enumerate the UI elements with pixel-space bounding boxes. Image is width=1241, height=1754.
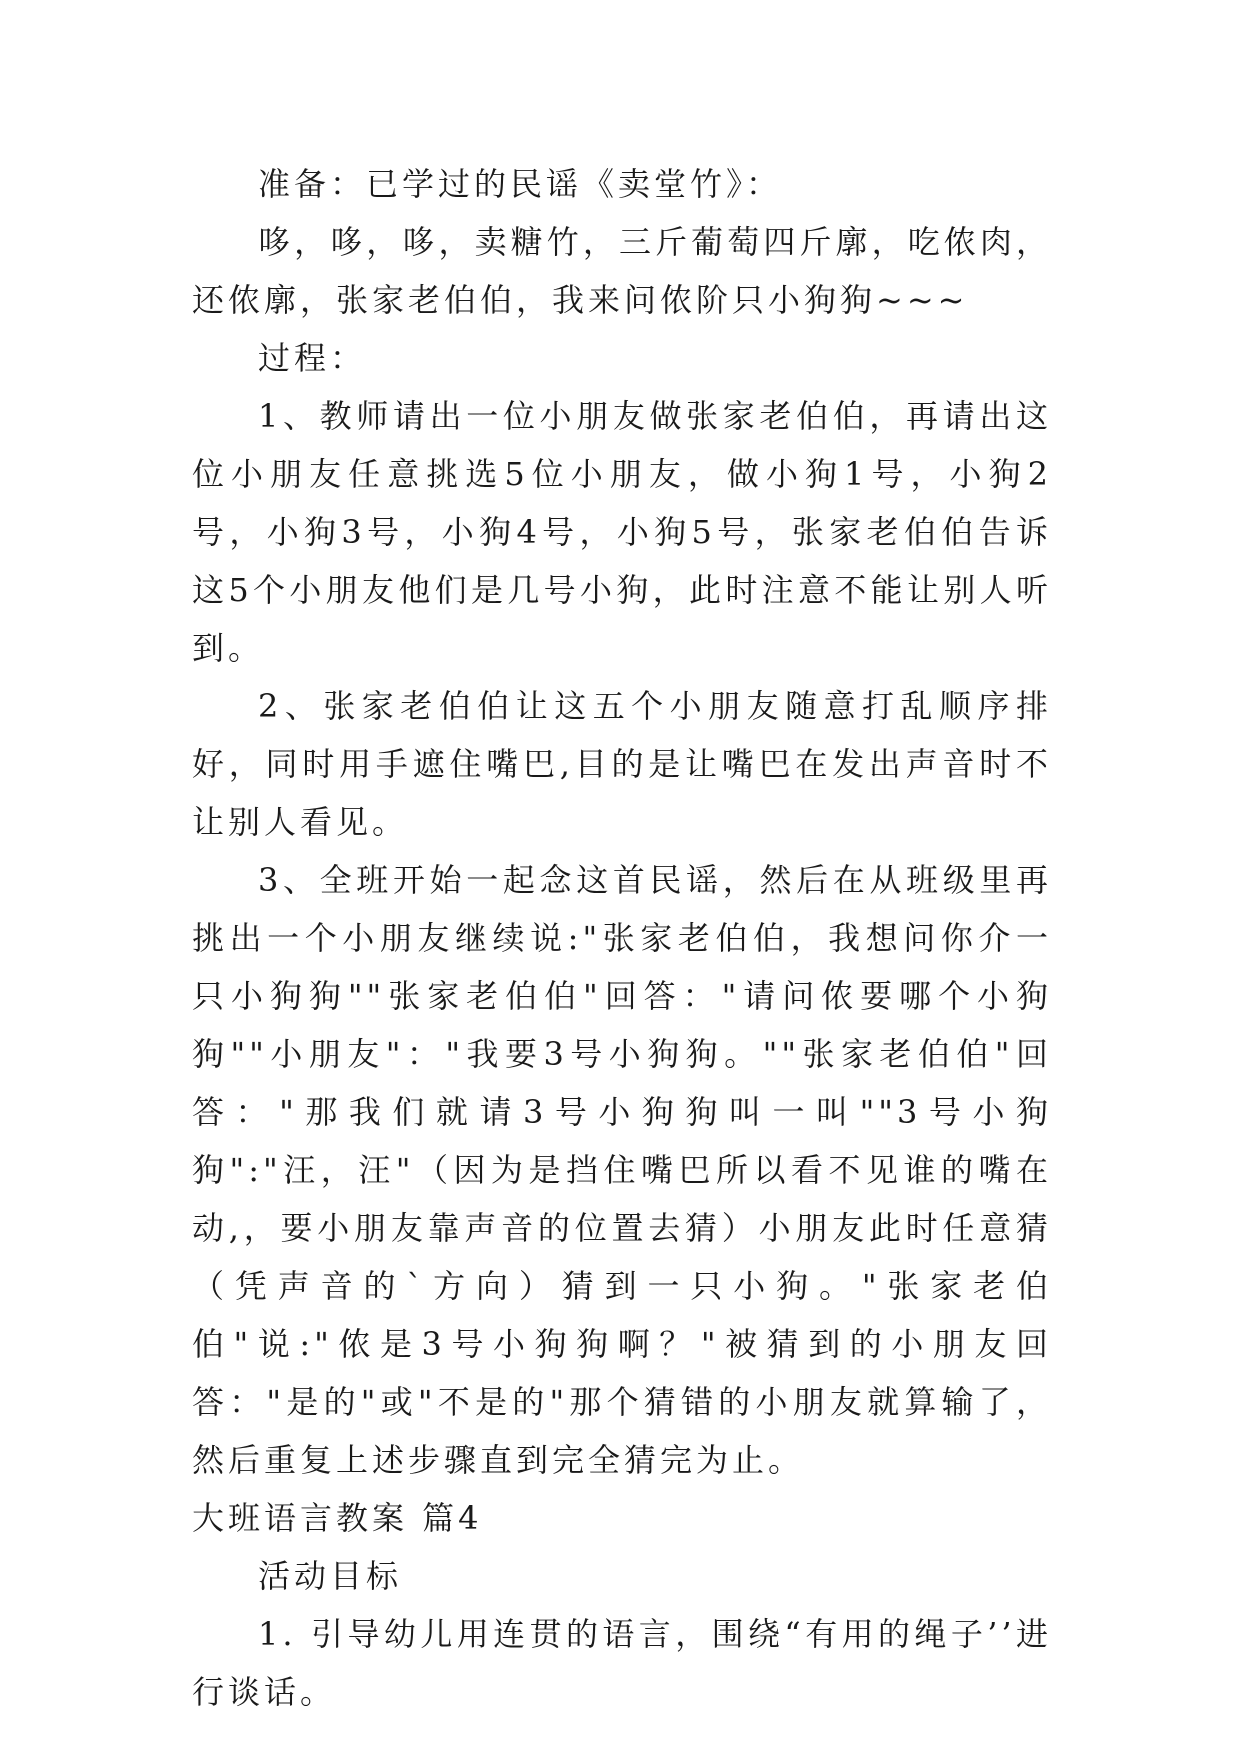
paragraph-step-2: 2、张家老伯伯让这五个小朋友随意打乱顺序排好，同时用手遮住嘴巴,目的是让嘴巴在发出声音时不让别人看见。 (192, 687, 1052, 841)
paragraph-process-label: 过程： (258, 339, 367, 377)
paragraph-activity-goal: 活动目标 (258, 1557, 403, 1595)
section-heading: 大班语言教案 篇4 (192, 1499, 483, 1537)
document-page (192, 155, 1052, 1721)
paragraph-goal-1: 1. 引导幼儿用连贯的语言，围绕“有用的绳子’’进行谈话。 (192, 1615, 1052, 1711)
paragraph-folk-rhyme: 哆，哆，哆，卖糖竹，三斤葡萄四斤廓，吃侬肉，还侬廓，张家老伯伯，我来问侬阶只小狗狗~~~ (192, 223, 1052, 319)
paragraph-step-1: 1、教师请出一位小朋友做张家老伯伯，再请出这位小朋友任意挑选5位小朋友，做小狗1号，小狗2号，小狗3号，小狗4号，小狗5号，张家老伯伯告诉这5个小朋友他们是几号小狗，此时注意不能让别人听到。 (192, 397, 1052, 667)
paragraph-step-3: 3、全班开始一起念这首民谣，然后在从班级里再挑出一个小朋友继续说:"张家老伯伯，我想问你介一只小狗狗""张家老伯伯"回答："请问侬要哪个小狗狗""小朋友"："我要3号小狗狗。""张家老伯伯"回答："那我们就请3号小狗狗叫一叫""3号小狗狗":"汪，汪"（因为是挡住嘴巴所以看不见谁的嘴在动,，要小朋友靠声音的位置去猜）小朋友此时任意猜（凭声音的`方向）猜到一只小狗。"张家老伯伯"说:"侬是3号小狗狗啊？"被猜到的小朋友回答："是的"或"不是的"那个猜错的小朋友就算输了，然后重复上述步骤直到完全猜完为止。 (192, 861, 1052, 1479)
paragraph-preparation: 准备：已学过的民谣《卖堂竹》： (258, 165, 783, 203)
